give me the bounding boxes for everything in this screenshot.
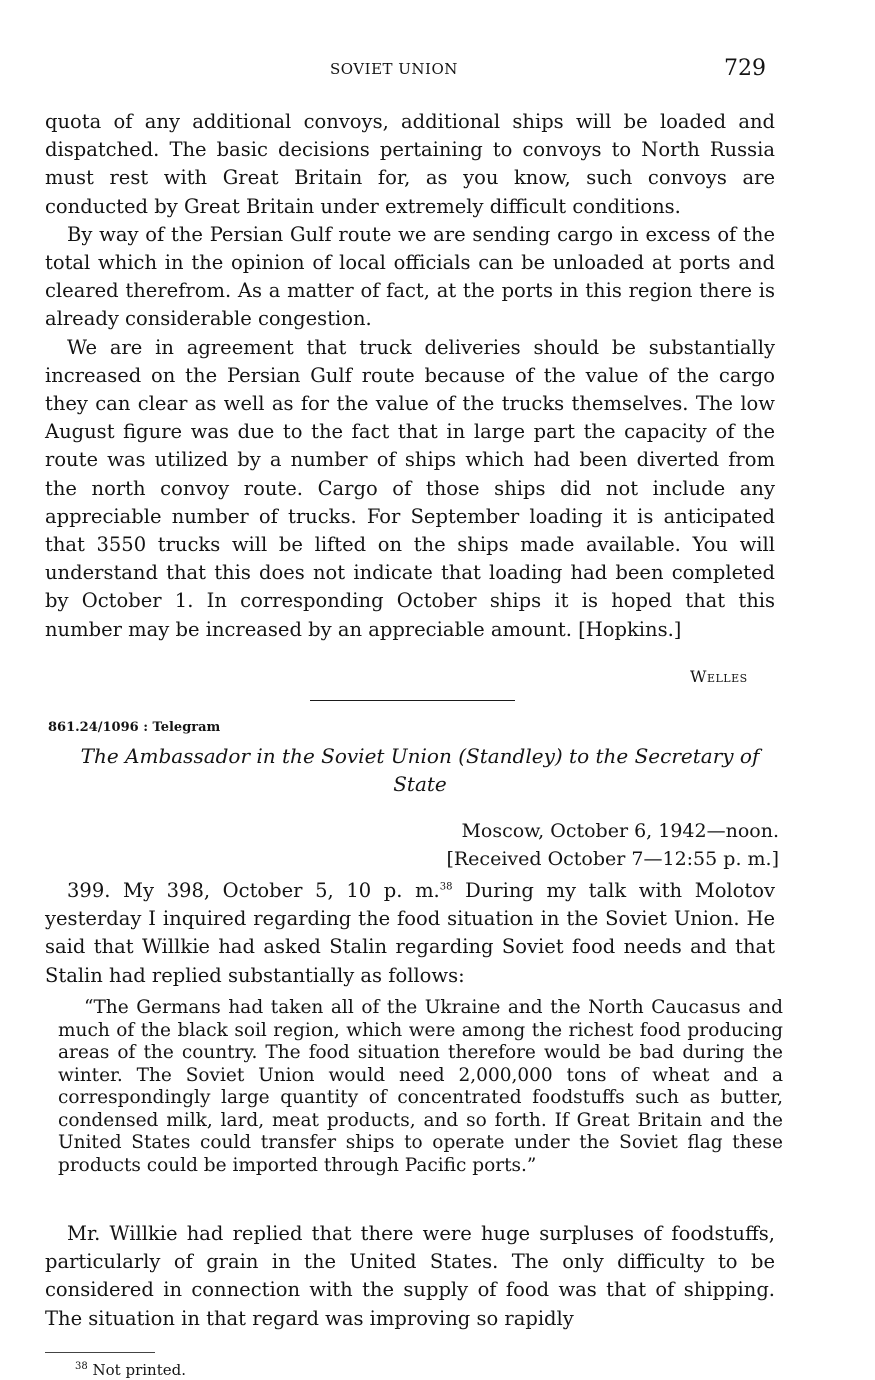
running-header-title: SOVIET UNION xyxy=(330,60,458,78)
telegram-continued xyxy=(45,1220,775,1333)
footnote-rule xyxy=(45,1352,155,1353)
signature: Welles xyxy=(690,667,748,686)
section-divider xyxy=(310,700,515,701)
block-quote xyxy=(58,997,783,1177)
page-number: 729 xyxy=(724,56,766,81)
quote-text: “The Germans had taken all of the Ukraine and the North Caucasus and much of the black soil region, which were among the richest food producing areas of the country. The food situation therefore would be bad during the winter. The Soviet Union would need 2,000,000 tons of wheat and a correspondingly large quantity of concentrated foodstuffs such as butter, condensed milk, lard, meat products, and so forth. If Great Britain and the United States could transfer ships to operate under the Soviet flag these products could be imported through Pacific ports.” xyxy=(58,997,783,1176)
paragraph-trucks: We are in agreement that truck deliveries should be substantially increased on the Persian Gulf route because of the value of the cargo they can clear as well as for the value of the trucks themselves. The low August figure was due to the fact that in large part the capacity of the route was utilized by a number of ships which had been diverted from the north convoy route. Cargo of those ships did not include any appreciable number of trucks. For September loading it is anticipated that 3550 trucks will be lifted on the ships made available. You will understand that this does not indicate that loading had been completed by October 1. In corresponding October ships it is hoped that this number may be increased by an appreciable amount. [Hopkins.] xyxy=(45,335,775,641)
continued-text xyxy=(45,108,775,644)
file-reference: 861.24/1096 : Telegram xyxy=(48,720,221,735)
received-line: [Received October 7—12:55 p. m.] xyxy=(446,848,779,870)
opening-text-continued: During my talk with Molotov yesterday I inquired regarding the food situation in the Soviet Union. He said that Willkie had asked Stalin regarding Soviet food needs and that Stalin had replied substantially as follows: xyxy=(45,879,776,987)
paragraph-opening xyxy=(45,877,775,990)
footnote xyxy=(75,1361,186,1379)
dateline: Moscow, October 6, 1942—noon. xyxy=(461,820,779,842)
paragraph-willkie-reply: Mr. Willkie had replied that there were huge surpluses of foodstuffs, particularly of grain in the United States. The only difficulty to be considered in connection with the supply of food was that of shipping. The situation in that regard was improving so rapidly xyxy=(45,1222,775,1330)
telegram-opening xyxy=(45,877,775,990)
paragraph-persian-gulf: By way of the Persian Gulf route we are sending cargo in excess of the total which in the opinion of local officials can be unloaded at ports and cleared therefrom. As a matter of fact, at the ports in this region there is already considerable congestion. xyxy=(45,222,775,331)
footnote-marker: 38 xyxy=(75,1361,88,1372)
document-title: The Ambassador in the Soviet Union (Standley) to the Secretary of State xyxy=(80,744,760,796)
paragraph-convoys: quota of any additional convoys, additional ships will be loaded and dispatched. The basic decisions pertaining to convoys to North Russia must rest with Great Britain for, as you know, such convoys are conducted by Great Britain under extremely difficult conditions. xyxy=(45,110,775,218)
dateline-block xyxy=(446,817,779,873)
opening-text: 399. My 398, October 5, 10 p. m. xyxy=(67,879,440,902)
footnote-text: Not printed. xyxy=(92,1361,186,1379)
footnote-reference: 38 xyxy=(439,881,453,893)
